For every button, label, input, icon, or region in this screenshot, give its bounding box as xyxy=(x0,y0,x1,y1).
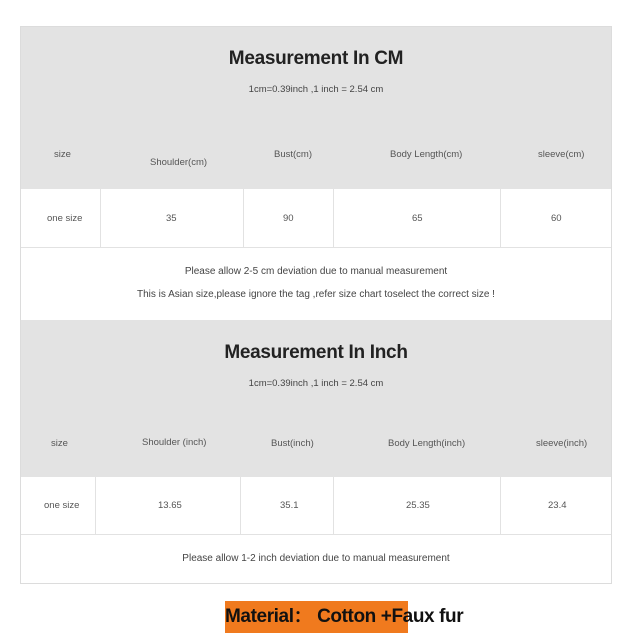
inch-conversion-note: 1cm=0.39inch ,1 inch = 2.54 cm xyxy=(248,378,384,389)
cm-col-divider xyxy=(333,189,334,247)
inch-deviation-note: Please allow 1-2 inch deviation due to manual measurement xyxy=(182,553,450,564)
cm-deviation-note: Please allow 2-5 cm deviation due to manual measurement xyxy=(184,266,448,277)
cm-cell-body-length: 65 xyxy=(412,213,423,224)
cm-col-divider xyxy=(243,189,244,247)
inch-col-divider xyxy=(240,477,241,534)
cm-header-shoulder: Shoulder(cm) xyxy=(150,157,208,168)
inch-cell-bust: 35.1 xyxy=(280,500,299,511)
cm-cell-sleeve: 60 xyxy=(551,213,562,224)
inch-cell-shoulder: 13.65 xyxy=(158,500,182,511)
cm-cell-size: one size xyxy=(47,213,83,224)
inch-header-body-length: Body Length(inch) xyxy=(388,438,466,449)
inch-col-divider xyxy=(333,477,334,534)
cm-table-title: Measurement In CM xyxy=(228,48,404,69)
inch-header-sleeve: sleeve(inch) xyxy=(536,438,588,449)
inch-cell-size: one size xyxy=(44,500,80,511)
cm-header-sleeve: sleeve(cm) xyxy=(538,149,585,160)
inch-col-divider xyxy=(500,477,501,534)
cm-header-size: size xyxy=(54,149,71,160)
inch-header-size: size xyxy=(51,438,68,449)
cm-row-divider xyxy=(21,247,611,248)
cm-header-body-length: Body Length(cm) xyxy=(390,149,463,160)
cm-cell-bust: 90 xyxy=(283,213,294,224)
cm-col-divider xyxy=(500,189,501,247)
inch-header-shoulder: Shoulder (inch) xyxy=(142,437,207,448)
inch-cell-body-length: 25.35 xyxy=(406,500,430,511)
cm-header-bust: Bust(cm) xyxy=(274,149,312,160)
cm-conversion-note: 1cm=0.39inch ,1 inch = 2.54 cm xyxy=(248,84,384,95)
asian-size-note: This is Asian size,please ignore the tag ,refer size chart toselect the correct size ! xyxy=(137,289,495,300)
inch-table-title: Measurement In Inch xyxy=(224,342,408,363)
cm-cell-shoulder: 35 xyxy=(166,213,177,224)
inch-col-divider xyxy=(95,477,96,534)
inch-row-divider xyxy=(21,534,611,535)
inch-header-bust: Bust(inch) xyxy=(271,438,314,449)
inch-cell-sleeve: 23.4 xyxy=(548,500,567,511)
material-label: Material： Cotton +Faux fur xyxy=(225,601,408,633)
cm-col-divider xyxy=(100,189,101,247)
